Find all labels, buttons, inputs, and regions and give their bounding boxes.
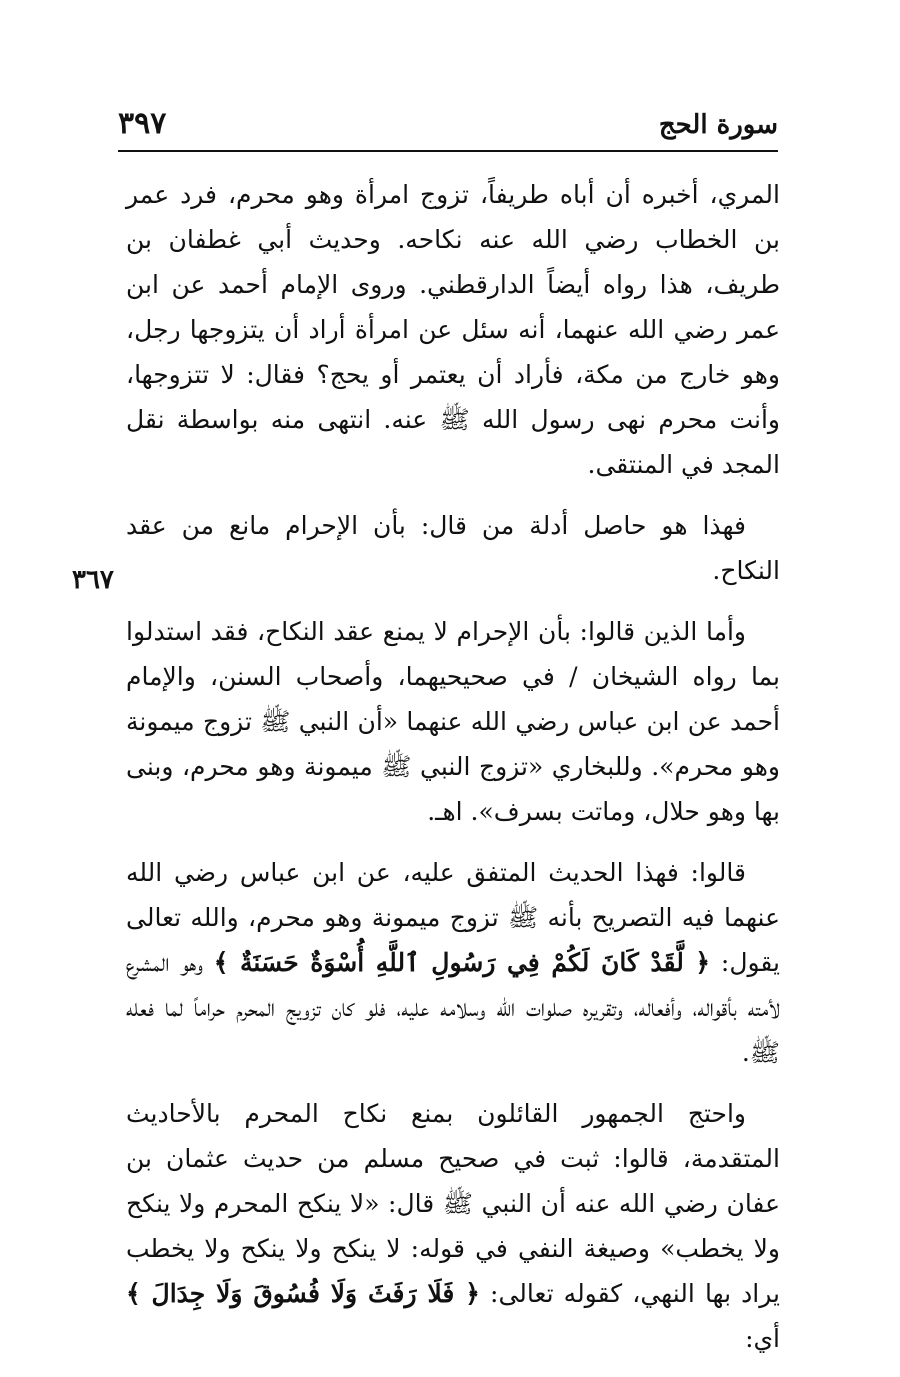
paragraph-4-part-2: وهو المشرع لأمته بأقواله، وأفعاله، وتقريره صلوات الله وسلامه عليه، فلو كان تزويج المحرم حراماً لما فعله ﷺ.	[126, 948, 780, 1067]
paragraph-4	[126, 850, 780, 1075]
paragraph-4-part-1: قالوا: فهذا الحديث المتفق عليه، عن ابن عباس رضي الله عنهما فيه التصريح بأنه ﷺ تزوج ميمونة وهو محرم، والله تعالى يقول:	[126, 858, 780, 977]
side-page-reference: ٣٦٧	[72, 565, 114, 595]
quran-verse: ﴿ فَلَا رَفَثَ وَلَا فُسُوقَ وَلَا جِدَالَ ﴾	[126, 1279, 480, 1308]
quran-verse: ﴿ لَّقَدْ كَانَ لَكُمْ فِي رَسُولِ ٱللَّهِ أُسْوَةٌ حَسَنَةٌ ﴾	[213, 948, 711, 977]
paragraph-3: وأما الذين قالوا: بأن الإحرام لا يمنع عقد النكاح، فقد استدلوا بما رواه الشيخان / في صحيحيهما، وأصحاب السنن، والإمام أحمد عن ابن عباس رضي الله عنهما «أن النبي ﷺ تزوج ميمونة وهو محرم». وللبخاري «تزوج النبي ﷺ ميمونة وهو محرم، وبنى بها وهو حلال، وماتت بسرف». اهـ.	[126, 617, 780, 826]
paragraph-2: فهذا هو حاصل أدلة من قال: بأن الإحرام مانع من عقد النكاح.	[126, 511, 780, 585]
page-header	[118, 104, 778, 152]
paragraph-1: المري، أخبره أن أباه طريفاً، تزوج امرأة وهو محرم، فرد عمر بن الخطاب رضي الله عنه نكاحه. وحديث أبي غطفان بن طريف، هذا رواه أيضاً الدارقطني. وروى الإمام أحمد عن ابن عمر رضي الله عنهما، أنه سئل عن امرأة أراد أن يتزوجها رجل، وهو خارج من مكة، فأراد أن يعتمر أو يحج؟ فقال: لا تتزوجها، وأنت محرم نهى رسول الله ﷺ عنه. انتهى منه بواسطة نقل المجد في المنتقى.	[126, 180, 780, 479]
running-title: سورة الحج	[658, 110, 778, 140]
paragraph-5-part-1: واحتج الجمهور القائلون بمنع نكاح المحرم بالأحاديث المتقدمة، قالوا: ثبت في صحيح مسلم من حديث عثمان بن عفان رضي الله عنه أن النبي ﷺ قال: «لا ينكح المحرم ولا ينكح ولا يخطب» وصيغة النفي في قوله: لا ينكح ولا ينكح ولا يخطب يراد بها النهي، كقوله تعالى:	[126, 1099, 781, 1308]
paragraph-5-part-2: أي:	[745, 1324, 780, 1353]
page-number: ٣٩٧	[118, 106, 167, 141]
body-text	[126, 172, 780, 1377]
paragraph-5	[126, 1091, 780, 1361]
